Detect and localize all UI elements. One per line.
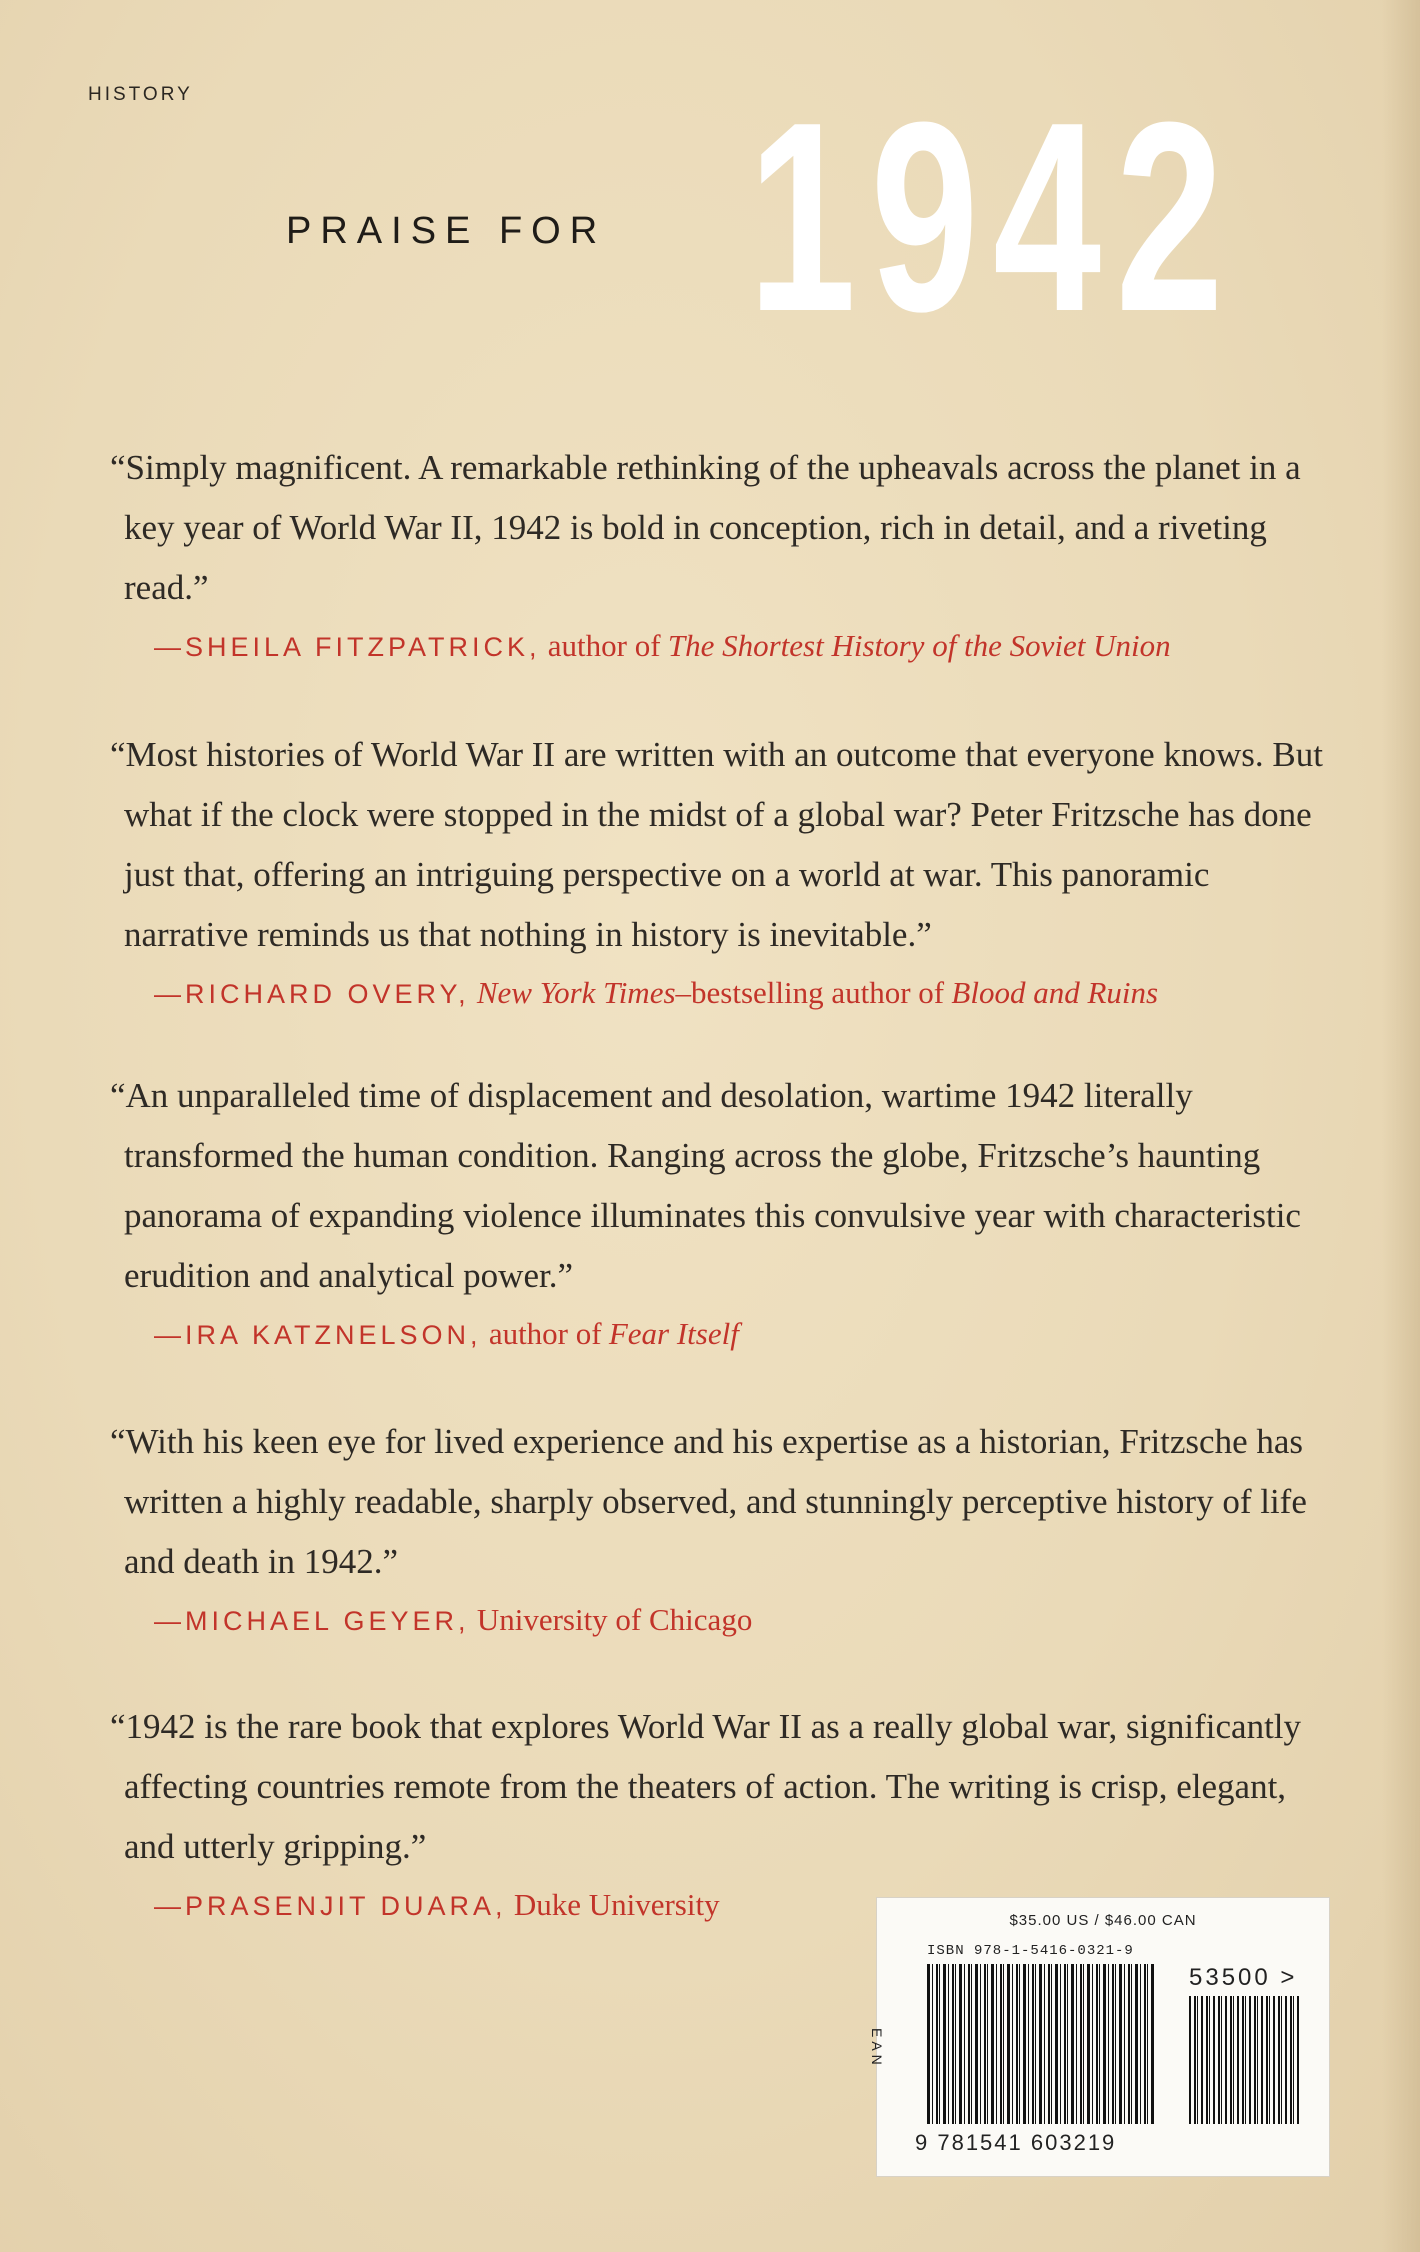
attribution-role: –bestselling author of (675, 975, 945, 1010)
quote-attribution (154, 1316, 1340, 1352)
category-label: HISTORY (88, 84, 193, 105)
attribution-role: author of (488, 1316, 602, 1351)
price-addon-barcode (1189, 1996, 1301, 2124)
ean-barcode (927, 1964, 1155, 2124)
quote-attribution (154, 975, 1340, 1011)
attribution-publication: New York Times (476, 975, 676, 1010)
blurb-quote (110, 1066, 1340, 1352)
quote-text: “1942 is the rare book that explores World War II as a really global war, significantly affecting countries remote from the theaters of action. The writing is crisp, elegant, and utterly gripping.” (110, 1707, 1302, 1866)
quote-attribution (154, 628, 1340, 664)
attribution-name: —PRASENJIT DUARA, (154, 1891, 507, 1921)
attribution-work: The Shortest History of the Soviet Union (667, 628, 1171, 663)
attribution-name: —MICHAEL GEYER, (154, 1606, 470, 1636)
price-label: $35.00 US / $46.00 CAN (1009, 1912, 1197, 1929)
attribution-role: University of Chicago (476, 1602, 753, 1637)
blurb-quote (110, 725, 1340, 1011)
quote-text: “Most histories of World War II are written with an outcome that everyone knows. But what if the clock were stopped in the midst of a global war? Peter Fritzsche has done just that, offering an intriguing perspective on a world at war. This panoramic narrative reminds us that nothing in history is inevitable.” (110, 735, 1323, 954)
attribution-role: Duke University (513, 1887, 720, 1922)
praise-heading: PRAISE FOR (286, 210, 607, 252)
barcode-block (869, 1897, 1330, 2177)
attribution-name: —IRA KATZNELSON, (154, 1320, 482, 1350)
blurb-quote (110, 438, 1340, 664)
blurb-quote (110, 1412, 1340, 1638)
ean-label: EAN (869, 2028, 885, 2069)
attribution-work: Blood and Ruins (951, 975, 1159, 1010)
ean-number: 9 781541 603219 (915, 2130, 1117, 2155)
attribution-work: Fear Itself (608, 1316, 739, 1351)
attribution-name: —RICHARD OVERY, (154, 979, 470, 1009)
quote-text: “With his keen eye for lived experience and his expertise as a historian, Fritzsche has written a highly readable, sharply observed, and stunningly perceptive history of life and death in 1942.” (110, 1422, 1307, 1581)
attribution-name: —SHEILA FITZPATRICK, (154, 632, 541, 662)
quote-text: “An unparalleled time of displacement and desolation, wartime 1942 literally transformed the human condition. Ranging across the globe, Fritzsche’s haunting panorama of expanding violence illuminates this convulsive year with characteristic erudition and analytical power.” (110, 1076, 1301, 1295)
quote-text: “Simply magnificent. A remarkable rethinking of the upheavals across the planet in a key year of World War II, 1942 is bold in conception, rich in detail, and a riveting read.” (110, 448, 1301, 607)
attribution-role: author of (547, 628, 661, 663)
price-addon-number: 53500 > (1189, 1964, 1298, 1991)
blurb-quote (110, 1697, 1340, 1923)
isbn-label: ISBN 978-1-5416-0321-9 (927, 1943, 1134, 1959)
quote-attribution (154, 1602, 1340, 1638)
title-year: 1942 (748, 67, 1239, 368)
